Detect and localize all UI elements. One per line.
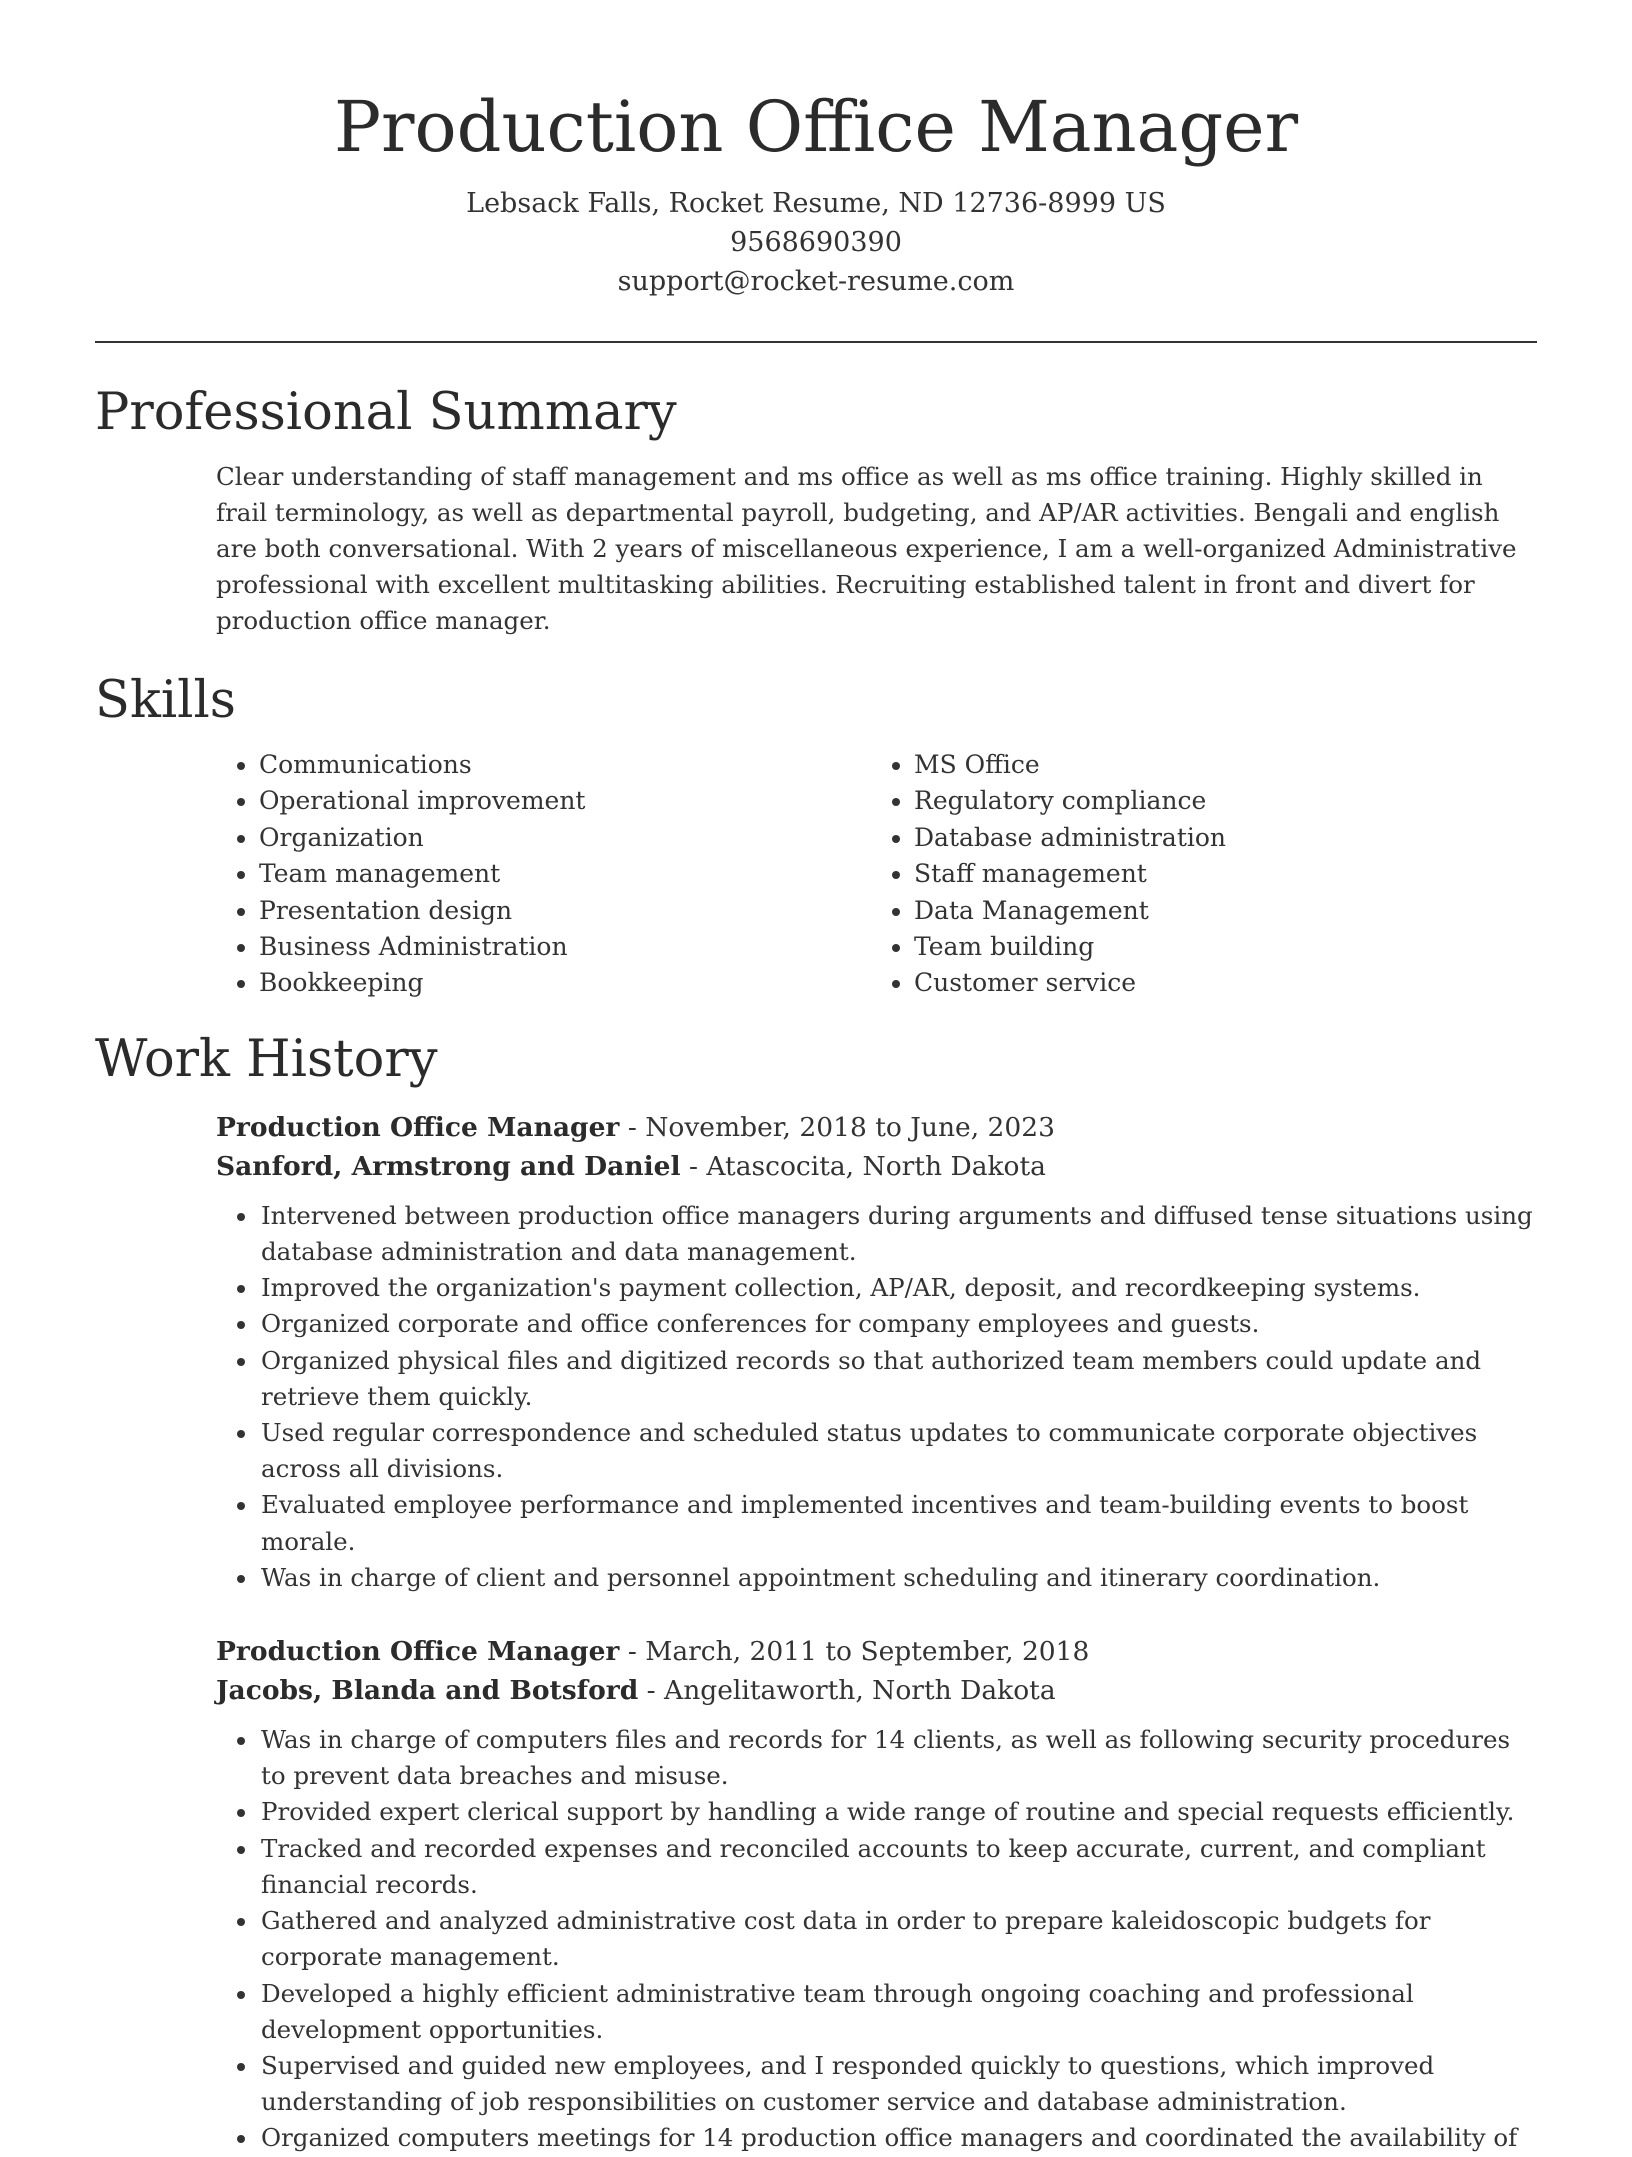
duty-item: • Evaluated employee performance and implemented incentives and team-building events to boost morale.: [259, 1487, 1537, 1559]
duty-item: • Organized physical files and digitized records so that authorized team members could update and retrieve them quickly.: [259, 1343, 1537, 1415]
duty-item: • Improved the organization's payment collection, AP/AR, deposit, and recordkeeping systems.: [259, 1270, 1537, 1306]
skills-column-right: [871, 747, 1521, 1002]
job-title-line: [216, 1632, 1537, 1671]
skill-item: • Database administration: [914, 820, 1521, 856]
job-title-line: [216, 1108, 1537, 1147]
skills-heading: Skills: [95, 671, 236, 730]
skills-column-left: [216, 747, 866, 1002]
skill-item: • Presentation design: [259, 893, 866, 929]
resume-header: [95, 0, 1537, 301]
duty-item: • Was in charge of client and personnel appointment scheduling and itinerary coordination.: [259, 1560, 1537, 1596]
job-duties: [216, 1198, 1537, 1596]
duty-item: • Used regular correspondence and scheduled status updates to communicate corporate objectives across all divisions.: [259, 1415, 1537, 1487]
job-role: Production Office Manager: [216, 1636, 620, 1668]
job-company: Sanford, Armstrong and Daniel: [216, 1150, 681, 1182]
skill-item: • Organization: [259, 820, 866, 856]
job-location: - Angelitaworth, North Dakota: [638, 1675, 1056, 1707]
duty-item: • Supervised and guided new employees, and I responded quickly to questions, which improved understanding of job responsibilities on customer service and database administration.: [259, 2048, 1537, 2120]
duty-item: • Was in charge of computers files and records for 14 clients, as well as following security procedures to prevent data breaches and misuse.: [259, 1722, 1537, 1794]
skill-item: • Data Management: [914, 893, 1521, 929]
job-location: - Atascocita, North Dakota: [680, 1150, 1046, 1182]
skill-item: • Operational improvement: [259, 783, 866, 819]
skill-item: • Team management: [259, 856, 866, 892]
skill-item: • Regulatory compliance: [914, 783, 1521, 819]
duty-item: • Organized computers meetings for 14 production office managers and coordinated the availability of: [259, 2120, 1537, 2156]
address: Lebsack Falls, Rocket Resume, ND 12736-8999 US: [466, 188, 1166, 219]
job-dates: - November, 2018 to June, 2023: [619, 1111, 1055, 1143]
duty-item: • Tracked and recorded expenses and reconciled accounts to keep accurate, current, and compliant financial records.: [259, 1831, 1537, 1903]
duty-item: • Organized corporate and office conferences for company employees and guests.: [259, 1306, 1537, 1342]
resume-page: [95, 0, 1537, 2157]
skill-item: • Bookkeeping: [259, 965, 866, 1001]
job-duties: [216, 1722, 1537, 2156]
duty-item: • Intervened between production office managers during arguments and diffused tense situations using database administration and data management.: [259, 1198, 1537, 1270]
skills-list: [216, 747, 1537, 1002]
skill-item: • Communications: [259, 747, 866, 783]
job-company-line: [216, 1671, 1537, 1710]
skill-item: • Business Administration: [259, 929, 866, 965]
duty-item: • Developed a highly efficient administrative team through ongoing coaching and professional development opportunities.: [259, 1976, 1537, 2048]
candidate-name: Production Office Manager: [333, 86, 1299, 168]
summary-heading: Professional Summary: [95, 383, 677, 442]
job-dates: - March, 2011 to September, 2018: [619, 1636, 1090, 1668]
summary-text: Clear understanding of staff management and ms office as well as ms office training. Highly skilled in frail terminology, as well as departmental payroll, budgeting, and AP/AR activities. Bengali and english are both conversational. With 2 years of miscellaneous experience, I am a well-organized Administrative professional with excellent multitasking abilities. Recruiting established talent in front and divert for production office manager.: [216, 462, 1517, 635]
phone: 9568690390: [730, 227, 902, 258]
skill-item: • MS Office: [914, 747, 1521, 783]
skill-item: • Customer service: [914, 965, 1521, 1001]
job-role: Production Office Manager: [216, 1111, 620, 1143]
job-company-line: [216, 1147, 1537, 1186]
email: support@rocket-resume.com: [617, 266, 1015, 297]
duty-item: • Gathered and analyzed administrative cost data in order to prepare kaleidoscopic budgets for corporate management.: [259, 1903, 1537, 1975]
job-entry: [216, 1632, 1537, 2156]
work-history-heading: Work History: [95, 1029, 438, 1089]
skill-item: • Staff management: [914, 856, 1521, 892]
header-divider: [95, 341, 1537, 343]
job-company: Jacobs, Blanda and Botsford: [216, 1675, 639, 1707]
contact-block: [95, 184, 1537, 301]
job-entry: [216, 1108, 1537, 1596]
duty-item: • Provided expert clerical support by handling a wide range of routine and special requests efficiently.: [259, 1794, 1537, 1830]
skill-item: • Team building: [914, 929, 1521, 965]
